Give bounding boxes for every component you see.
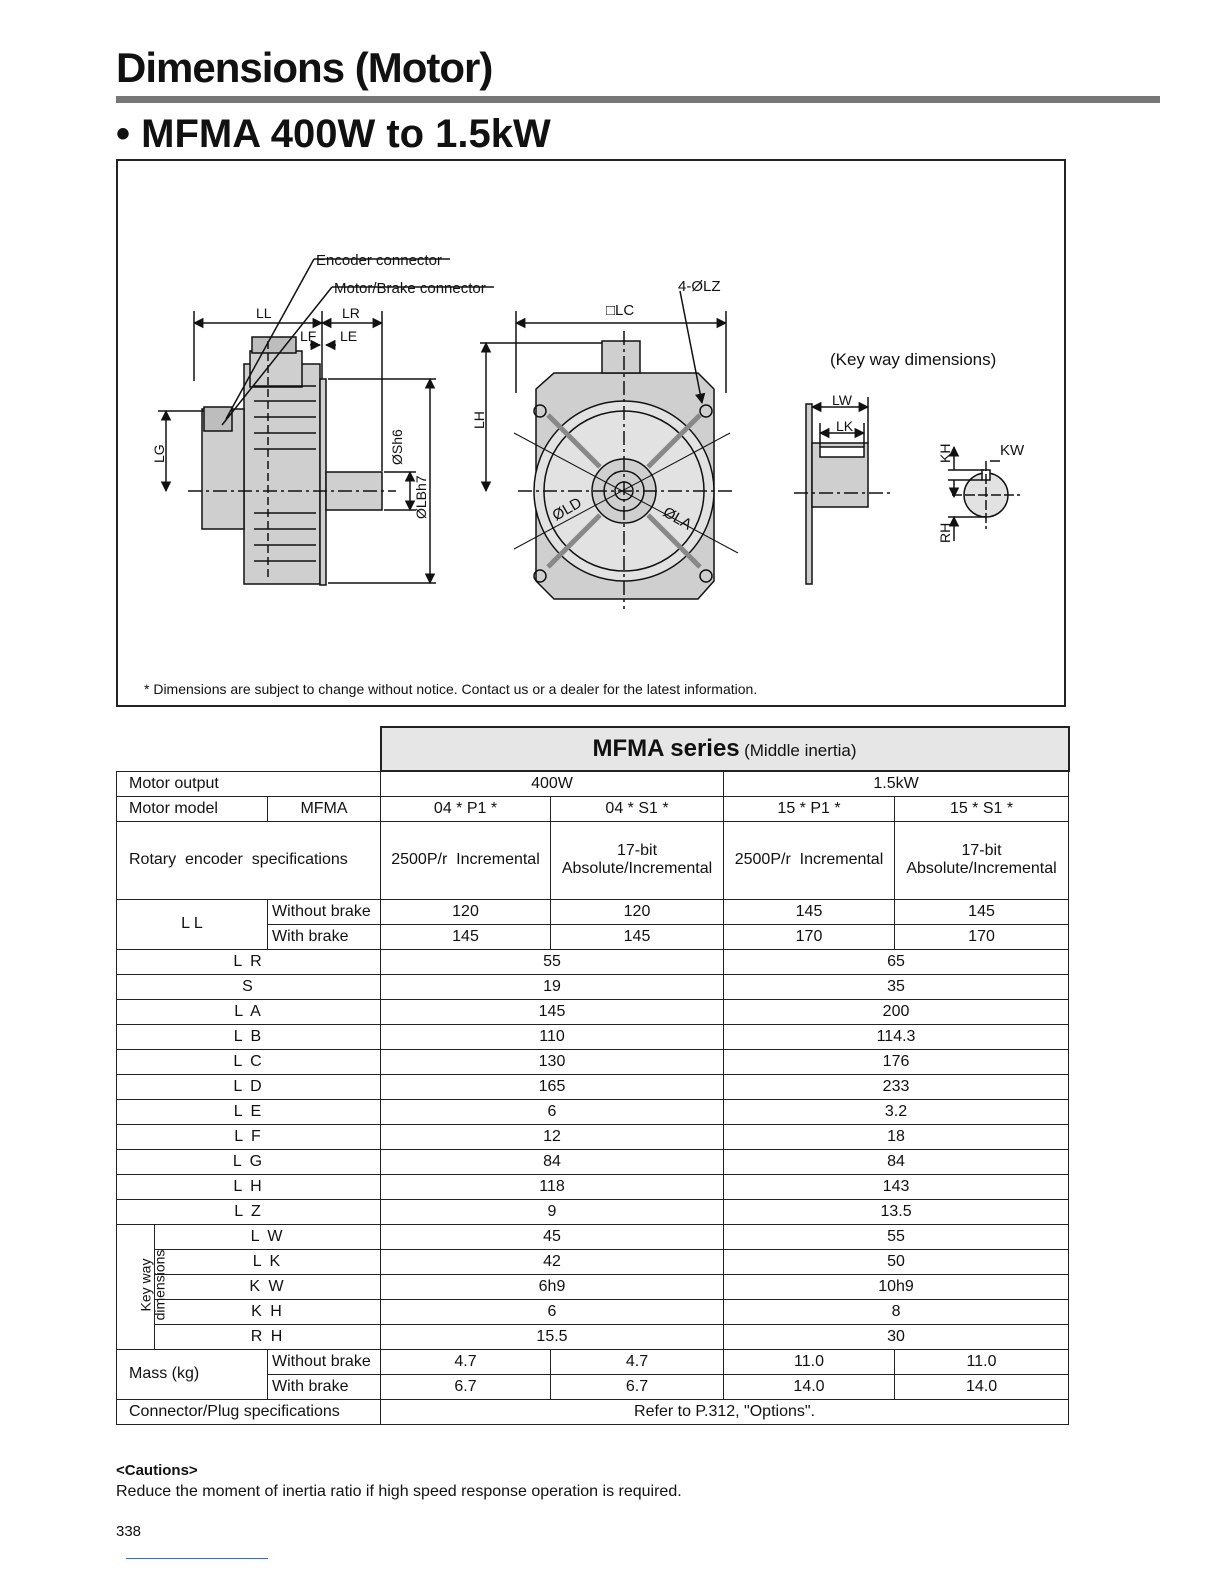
table-cell: 14.0	[895, 1374, 1069, 1399]
table-cell: With brake	[268, 1374, 381, 1399]
table-cell: 118	[381, 1174, 724, 1199]
table-cell: 114.3	[724, 1024, 1069, 1049]
table-cell: L H	[117, 1174, 381, 1199]
table-cell: 145	[895, 899, 1069, 924]
keyway-view	[794, 397, 1020, 584]
table-cell: 120	[551, 899, 724, 924]
row-ld	[117, 1074, 1069, 1099]
row-la	[117, 999, 1069, 1024]
table-cell: 17-bit Absolute/Incremental	[895, 821, 1069, 899]
table-cell: 6	[381, 1099, 724, 1124]
label-kh: KH	[937, 443, 953, 463]
table-cell: L Z	[117, 1199, 381, 1224]
table-cell: L A	[117, 999, 381, 1024]
table-cell: 13.5	[724, 1199, 1069, 1224]
label-kw: KW	[1000, 442, 1025, 459]
table-cell: 8	[724, 1299, 1069, 1324]
table-cell: Without brake	[268, 899, 381, 924]
table-cell: 120	[381, 899, 551, 924]
cautions-text: Reduce the moment of inertia ratio if high speed response operation is required.	[116, 1483, 682, 1500]
label-lr: LR	[342, 305, 360, 321]
table-cell: 55	[381, 949, 724, 974]
table-cell: L L	[117, 899, 268, 949]
label-ll: LL	[256, 305, 272, 321]
row-lb	[117, 1024, 1069, 1049]
table-cell: 145	[381, 999, 724, 1024]
footer-rule	[126, 1558, 268, 1559]
table-cell: 11.0	[724, 1349, 895, 1374]
table-cell: 11.0	[895, 1349, 1069, 1374]
row-ll-without	[117, 899, 1069, 924]
table-cell: 35	[724, 974, 1069, 999]
table-cell: K W	[155, 1274, 381, 1299]
label-ola: ØLA	[660, 503, 695, 534]
row-mass-without	[117, 1349, 1069, 1374]
label-lg: LG	[151, 444, 167, 463]
front-view	[480, 291, 738, 609]
label-motor-brake-connector: Motor/Brake connector	[334, 280, 486, 297]
table-cell: L F	[117, 1124, 381, 1149]
label-old: ØLD	[549, 494, 585, 525]
table-cell: 145	[724, 899, 895, 924]
table-cell: R H	[155, 1324, 381, 1349]
spec-table	[116, 726, 1070, 1425]
table-cell: 55	[724, 1224, 1069, 1249]
label-encoder-connector: Encoder connector	[316, 252, 442, 269]
table-cell: 15 * S1 *	[895, 796, 1069, 821]
label-lc: □LC	[606, 302, 635, 319]
side-view	[158, 259, 494, 585]
table-cell: 45	[381, 1224, 724, 1249]
table-cell: K H	[155, 1299, 381, 1324]
table-cell: 17-bit Absolute/Incremental	[551, 821, 724, 899]
table-cell: 15 * P1 *	[724, 796, 895, 821]
table-cell: 130	[381, 1049, 724, 1074]
table-cell: 400W	[381, 771, 724, 796]
row-motor-output	[117, 771, 1069, 796]
table-cell: 6.7	[381, 1374, 551, 1399]
row-kh	[117, 1299, 1069, 1324]
table-cell: 19	[381, 974, 724, 999]
page-number: 338	[116, 1523, 142, 1540]
table-cell: L W	[155, 1224, 381, 1249]
table-cell: 4.7	[551, 1349, 724, 1374]
motor-drawing	[118, 161, 1068, 709]
table-cell: Refer to P.312, "Options".	[381, 1399, 1069, 1424]
table-cell: 145	[381, 924, 551, 949]
table-cell	[117, 727, 381, 771]
series-header: MFMA series (Middle inertia)	[381, 727, 1069, 771]
table-cell: L C	[117, 1049, 381, 1074]
keyway-group-label: Key way dimensions	[117, 1224, 155, 1349]
label-lz: 4-ØLZ	[678, 278, 721, 295]
dimension-figure	[116, 159, 1066, 707]
label-le: LE	[340, 328, 358, 344]
table-cell: 176	[724, 1049, 1069, 1074]
row-lz	[117, 1199, 1069, 1224]
table-cell: L G	[117, 1149, 381, 1174]
label-rh: RH	[937, 522, 953, 543]
label-lf: LF	[300, 328, 317, 344]
table-cell: Mass (kg)	[117, 1349, 268, 1399]
table-cell: 6h9	[381, 1274, 724, 1299]
table-cell: 50	[724, 1249, 1069, 1274]
table-cell: 145	[551, 924, 724, 949]
table-cell: 4.7	[381, 1349, 551, 1374]
row-lg	[117, 1149, 1069, 1174]
title-rule	[116, 96, 1160, 103]
row-lk	[117, 1249, 1069, 1274]
table-cell: MFMA	[268, 796, 381, 821]
table-cell: Motor model	[117, 796, 268, 821]
table-cell: 9	[381, 1199, 724, 1224]
figure-note: * Dimensions are subject to change without notice. Contact us or a dealer for the latest information.	[144, 681, 758, 697]
row-connector	[117, 1399, 1069, 1424]
section-title: • MFMA 400W to 1.5kW	[116, 112, 551, 156]
table-cell: 30	[724, 1324, 1069, 1349]
table-cell: 6	[381, 1299, 724, 1324]
table-cell: 233	[724, 1074, 1069, 1099]
row-rh	[117, 1324, 1069, 1349]
page-title: Dimensions (Motor)	[116, 44, 493, 91]
label-lw: LW	[832, 392, 852, 408]
row-motor-model	[117, 796, 1069, 821]
row-s	[117, 974, 1069, 999]
table-cell: 2500P/r Incremental	[724, 821, 895, 899]
table-cell: Connector/Plug specifications	[117, 1399, 381, 1424]
table-cell: 65	[724, 949, 1069, 974]
row-lr	[117, 949, 1069, 974]
table-cell: 165	[381, 1074, 724, 1099]
table-cell: 1.5kW	[724, 771, 1069, 796]
table-cell: 2500P/r Incremental	[381, 821, 551, 899]
row-lc	[117, 1049, 1069, 1074]
table-cell: 18	[724, 1124, 1069, 1149]
label-olbh7: ØLBh7	[413, 475, 429, 519]
row-le	[117, 1099, 1069, 1124]
table-cell: 84	[381, 1149, 724, 1174]
table-cell: 6.7	[551, 1374, 724, 1399]
table-cell: L E	[117, 1099, 381, 1124]
label-osh6: ØSh6	[389, 429, 405, 465]
row-encoder	[117, 821, 1069, 899]
table-cell: 15.5	[381, 1324, 724, 1349]
table-cell: 12	[381, 1124, 724, 1149]
label-lh: LH	[471, 411, 487, 429]
table-cell: 3.2	[724, 1099, 1069, 1124]
row-kw	[117, 1274, 1069, 1299]
table-cell: S	[117, 974, 381, 999]
table-cell: With brake	[268, 924, 381, 949]
table-cell: 14.0	[724, 1374, 895, 1399]
label-keyway-title: (Key way dimensions)	[830, 350, 997, 369]
table-cell: 200	[724, 999, 1069, 1024]
row-lh	[117, 1174, 1069, 1199]
row-lf	[117, 1124, 1069, 1149]
table-cell: 143	[724, 1174, 1069, 1199]
table-cell: 10h9	[724, 1274, 1069, 1299]
table-cell: Rotary encoder specifications	[117, 821, 381, 899]
table-cell: 04 * P1 *	[381, 796, 551, 821]
table-cell: 84	[724, 1149, 1069, 1174]
table-cell: 42	[381, 1249, 724, 1274]
table-cell: 170	[724, 924, 895, 949]
table-cell: Motor output	[117, 771, 381, 796]
table-cell: L R	[117, 949, 381, 974]
table-cell: 170	[895, 924, 1069, 949]
table-cell: 110	[381, 1024, 724, 1049]
table-cell: L K	[155, 1249, 381, 1274]
cautions-title: <Cautions>	[116, 1462, 198, 1479]
label-lk: LK	[836, 418, 854, 434]
table-cell: 04 * S1 *	[551, 796, 724, 821]
table-cell: L D	[117, 1074, 381, 1099]
table-cell: Without brake	[268, 1349, 381, 1374]
row-lw	[117, 1224, 1069, 1249]
table-cell: L B	[117, 1024, 381, 1049]
